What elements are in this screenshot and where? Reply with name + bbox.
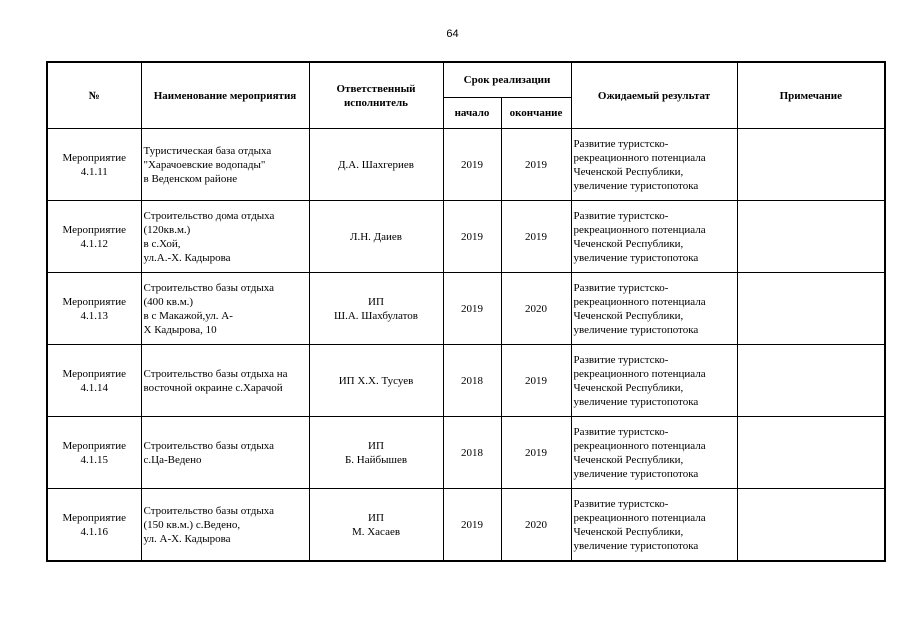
cell-name-line: Строительство базы отдыха [143,504,274,517]
cell-id-line: 4.1.13 [80,309,108,322]
cell-result-line: рекреационного потенциала [573,511,706,524]
cell-responsible [309,417,443,489]
header-result: Ожидаемый результат [571,62,737,129]
cell-end: 2019 [501,345,571,417]
cell-result-line: рекреационного потенциала [573,439,706,452]
cell-responsible [309,489,443,562]
cell-result-line: Развитие туристско- [573,137,669,150]
header-start: начало [443,98,501,129]
cell-name-line: Строительство базы отдыха [143,281,274,294]
cell-responsible-line: Л.Н. Даиев [349,230,402,243]
cell-responsible-line: Ш.А. Шахбулатов [334,309,418,322]
cell-result-line: Развитие туристско- [573,425,669,438]
header-period: Срок реализации [443,62,571,98]
cell-note [737,417,885,489]
table-row [47,345,885,417]
cell-result-line: Развитие туристско- [573,497,669,510]
cell-name-line: в Веденском районе [143,172,238,185]
cell-end: 2019 [501,129,571,201]
cell-name-line [144,309,307,323]
cell-name-part: в с Макажой, [143,309,206,322]
cell-result-line: рекреационного потенциала [573,367,706,380]
cell-result [571,201,737,273]
cell-note [737,273,885,345]
cell-responsible-line: Б. Найбышев [344,453,408,466]
cell-name [141,417,309,489]
cell-id-line: Мероприятие [62,295,126,308]
events-table [46,61,886,562]
cell-id-line: Мероприятие [62,511,126,524]
cell-name-line: Строительство дома отдыха [143,209,275,222]
cell-name-line: ул. А-Х. Кадырова [143,532,231,545]
header-note: Примечание [737,62,885,129]
cell-result-line: увеличение туристопотока [573,539,699,552]
header-responsible [309,62,443,129]
cell-result-line: рекреационного потенциала [573,295,706,308]
cell-id [47,345,141,417]
cell-name [141,489,309,562]
cell-name [141,129,309,201]
cell-end: 2020 [501,489,571,562]
cell-result-line: Развитие туристско- [573,209,669,222]
cell-responsible-line: Д.А. Шахгериев [338,158,414,171]
cell-responsible-line: ИП Х.Х. Тусуев [338,374,414,387]
cell-id-line: Мероприятие [62,439,126,452]
cell-result-line: увеличение туристопотока [573,251,699,264]
cell-responsible-line: ИП [368,439,384,452]
cell-start: 2018 [443,417,501,489]
cell-result [571,489,737,562]
cell-id-line: Мероприятие [62,367,126,380]
page-number: 64 [446,28,459,40]
cell-id-line: Мероприятие [62,151,126,164]
cell-name-line: Строительство базы отдыха на [143,367,288,380]
cell-name-line: Туристическая база отдыха [143,144,272,157]
cell-end: 2019 [501,417,571,489]
cell-responsible [309,201,443,273]
cell-id [47,201,141,273]
cell-start: 2019 [443,273,501,345]
table-row [47,129,885,201]
cell-result-line: Чеченской Республики, [573,309,684,322]
cell-name-line: с.Ца-Ведено [143,453,202,466]
cell-result-line: Развитие туристско- [573,353,669,366]
cell-end: 2019 [501,201,571,273]
cell-result-line: рекреационного потенциала [573,151,706,164]
cell-start: 2019 [443,201,501,273]
cell-id [47,273,141,345]
header-responsible-line: Ответственный [336,82,416,95]
cell-result-line: Чеченской Республики, [573,525,684,538]
cell-note [737,129,885,201]
cell-result-line: увеличение туристопотока [573,395,699,408]
cell-name-line: Х Кадырова, 10 [143,323,217,336]
cell-name-line: ул.А.-Х. Кадырова [143,251,231,264]
header-end: окончание [501,98,571,129]
cell-result [571,345,737,417]
cell-name-line: (120кв.м.) [143,223,191,236]
cell-name-part: ул. А- [205,309,233,322]
table-row [47,273,885,345]
cell-responsible-line: ИП [368,511,384,524]
table-row [47,489,885,562]
cell-id-line: Мероприятие [62,223,126,236]
cell-id [47,129,141,201]
cell-start: 2018 [443,345,501,417]
cell-id [47,489,141,562]
table-row [47,201,885,273]
cell-result-line: Чеченской Республики, [573,165,684,178]
cell-id-line: 4.1.16 [80,525,108,538]
cell-result-line: Чеченской Республики, [573,453,684,466]
cell-result-line: увеличение туристопотока [573,179,699,192]
cell-id-line: 4.1.14 [80,381,108,394]
cell-id-line: 4.1.15 [80,453,108,466]
cell-result [571,417,737,489]
cell-result-line: Чеченской Республики, [573,237,684,250]
cell-end: 2020 [501,273,571,345]
cell-id-line: 4.1.12 [80,237,108,250]
cell-result-line: Чеченской Республики, [573,381,684,394]
cell-name [141,273,309,345]
cell-name-line: (150 кв.м.) с.Ведено, [143,518,241,531]
cell-name [141,201,309,273]
cell-result-line: Развитие туристско- [573,281,669,294]
cell-id [47,417,141,489]
cell-note [737,345,885,417]
cell-result [571,273,737,345]
cell-result-line: увеличение туристопотока [573,467,699,480]
cell-id-line: 4.1.11 [80,165,108,178]
cell-result-line: рекреационного потенциала [573,223,706,236]
cell-name-line: восточной окраине с.Харачой [143,381,283,394]
header-row-1 [47,62,885,98]
cell-start: 2019 [443,129,501,201]
header-num: № [47,62,141,129]
cell-responsible [309,273,443,345]
cell-name-line: (400 кв.м.) [143,295,194,308]
cell-responsible-line: ИП [368,295,384,308]
header-responsible-line: исполнитель [343,96,409,109]
cell-responsible [309,345,443,417]
cell-note [737,201,885,273]
cell-name [141,345,309,417]
cell-result-line: увеличение туристопотока [573,323,699,336]
header-name: Наименование мероприятия [141,62,309,129]
cell-start: 2019 [443,489,501,562]
cell-responsible-line: М. Хасаев [351,525,401,538]
cell-name-line: в с.Хой, [143,237,181,250]
cell-name-line: Строительство базы отдыха [143,439,274,452]
cell-result [571,129,737,201]
cell-note [737,489,885,562]
table-row [47,417,885,489]
cell-responsible [309,129,443,201]
cell-name-line: "Харачоевские водопады" [143,158,266,171]
